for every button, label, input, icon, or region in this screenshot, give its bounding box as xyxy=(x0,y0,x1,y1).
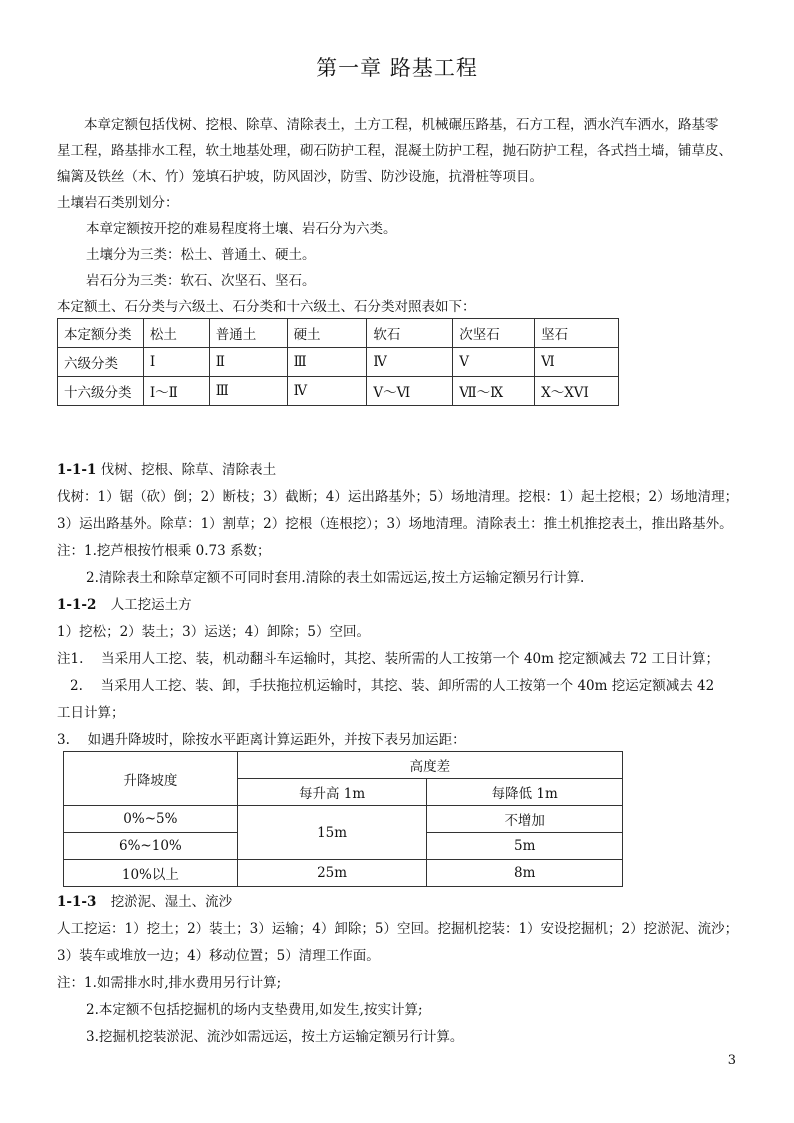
table-cell: Ⅳ xyxy=(287,377,367,406)
chapter-title: 第一章 路基工程 xyxy=(316,56,478,80)
table-cell: 0%~5% xyxy=(64,806,238,833)
table-cell: 松土 xyxy=(143,319,209,348)
table-cell: 六级分类 xyxy=(58,348,144,377)
table-cell: 普通土 xyxy=(209,319,287,348)
table-cell: 15m xyxy=(237,806,427,860)
table-row xyxy=(58,348,619,377)
intro-line-1: 本章定额包括伐树、挖根、除草、清除表土，土方工程，机械碾压路基，石方工程，洒水汽车洒水，路基零 xyxy=(84,117,719,133)
table-cell: 10%以上 xyxy=(64,860,238,887)
section-title: 挖淤泥、湿土、流沙 xyxy=(110,894,233,910)
s112-line-1: 1）挖松；2）装土；3）运送；4）卸除；5）空回。 xyxy=(57,624,370,640)
table-cell: 坚石 xyxy=(535,319,619,348)
table-row xyxy=(58,377,619,406)
section-number: 1-1-1 xyxy=(57,462,97,478)
section-1-1-1-heading xyxy=(57,457,747,483)
table-cell: Ⅳ xyxy=(367,348,453,377)
table-cell: 8m xyxy=(427,860,623,887)
s111-line-2: 3）运出路基外。除草：1）割草；2）挖根（连根挖）；3）场地清理。清除表土：推土机推挖表土，推出路基外。 xyxy=(57,516,733,532)
section-title: 伐树、挖根、除草、清除表土 xyxy=(100,462,277,478)
table-row xyxy=(64,860,623,887)
s113-note-2: 2.本定额不包括挖掘机的场内支垫费用,如发生,按实计算; xyxy=(86,1002,423,1018)
section-title: 人工挖运土方 xyxy=(110,597,192,613)
s113-line-1: 人工挖运：1）挖土；2）装土；3）运输；4）卸除；5）空回。挖掘机挖装：1）安设挖掘机；2）挖淤泥、流沙； xyxy=(57,921,739,937)
s113-line-2: 3）装车或堆放一边；4）移动位置；5）清理工作面。 xyxy=(57,948,380,964)
s111-note-2: 2.清除表土和除草定额不可同时套用.清除的表土如需远运,按土方运输定额另行计算. xyxy=(86,570,585,586)
s112-note-1: 注1. 当采用人工挖、装，机动翻斗车运输时，其挖、装所需的人工按第一个 40m 挖定额减去 72 工日计算； xyxy=(57,651,719,667)
table-cell: 十六级分类 xyxy=(58,377,144,406)
s111-line-1: 伐树：1）锯（砍）倒；2）断枝；3）截断；4）运出路基外；5）场地清理。挖根：1）起土挖根；2）场地清理； xyxy=(57,489,739,505)
s111-note-1: 注：1.挖芦根按竹根乘 0.73 系数； xyxy=(57,543,271,559)
section-number: 1-1-3 xyxy=(57,894,97,910)
table-cell: Ⅴ～Ⅵ xyxy=(367,377,453,406)
table-cell: 软石 xyxy=(367,319,453,348)
table-header-cell: 高度差 xyxy=(237,752,622,779)
table-row xyxy=(64,806,623,833)
s113-note-1: 注：1.如需排水时,排水费用另行计算; xyxy=(57,975,282,991)
soil-line-2: 土壤分为三类：松土、普通土、硬土。 xyxy=(86,247,316,263)
table-cell: 本定额分类 xyxy=(58,319,144,348)
table-row xyxy=(64,752,623,779)
page-number: 3 xyxy=(727,1053,736,1068)
table-cell: Ⅶ～Ⅸ xyxy=(453,377,535,406)
table-row xyxy=(58,319,619,348)
table-cell: Ⅹ～XVI xyxy=(535,377,619,406)
table-header-cell: 每降低 1m xyxy=(427,779,623,806)
intro-line-2: 星工程，路基排水工程，软土地基处理，砌石防护工程，混凝土防护工程，抛石防护工程，各式挡土墙，铺草皮、 xyxy=(57,143,732,159)
table-cell: Ⅲ xyxy=(209,377,287,406)
soil-line-1: 本章定额按开挖的难易程度将土壤、岩石分为六类。 xyxy=(86,221,397,237)
table-cell: 次坚石 xyxy=(453,319,535,348)
table-cell: Ⅵ xyxy=(535,348,619,377)
table-cell: 硬土 xyxy=(287,319,367,348)
table-cell: Ⅴ xyxy=(453,348,535,377)
section-1-1-2-heading xyxy=(57,592,747,618)
table1-caption: 本定额土、石分类与六级土、石分类和十六级土、石分类对照表如下： xyxy=(57,299,476,315)
table-cell: 6%~10% xyxy=(64,833,238,860)
table-cell: Ⅰ xyxy=(143,348,209,377)
table-cell: 5m xyxy=(427,833,623,860)
soil-class-table xyxy=(57,318,619,406)
section-1-1-3-heading xyxy=(57,889,747,915)
slope-distance-table xyxy=(63,751,623,887)
table-cell: Ⅱ xyxy=(209,348,287,377)
table-cell: 25m xyxy=(237,860,427,887)
table-cell: Ⅲ xyxy=(287,348,367,377)
s113-note-3: 3.挖掘机挖装淤泥、流沙如需远运，按土方运输定额另行计算。 xyxy=(86,1029,464,1045)
s112-note-3: 3. 如遇升降坡时，除按水平距离计算运距外，并按下表另加运距： xyxy=(57,732,466,748)
table-cell: Ⅰ～Ⅱ xyxy=(143,377,209,406)
s112-note-2-cont: 工日计算； xyxy=(57,705,125,721)
table-cell: 不增加 xyxy=(427,806,623,833)
table-header-cell: 每升高 1m xyxy=(237,779,427,806)
soil-line-3: 岩石分为三类：软石、次坚石、坚石。 xyxy=(86,273,316,289)
intro-line-3: 编篱及铁丝（木、竹）笼填石护坡，防风固沙，防雪、防沙设施，抗滑桩等项目。 xyxy=(57,169,543,185)
section-number: 1-1-2 xyxy=(57,597,97,613)
table-header-cell: 升降坡度 xyxy=(64,752,238,806)
soil-heading: 土壤岩石类别划分： xyxy=(57,195,179,211)
s112-note-2: 2. 当采用人工挖、装、卸，手扶拖拉机运输时，其挖、装、卸所需的人工按第一个 40m 挖运定额减去 42 xyxy=(70,678,715,694)
